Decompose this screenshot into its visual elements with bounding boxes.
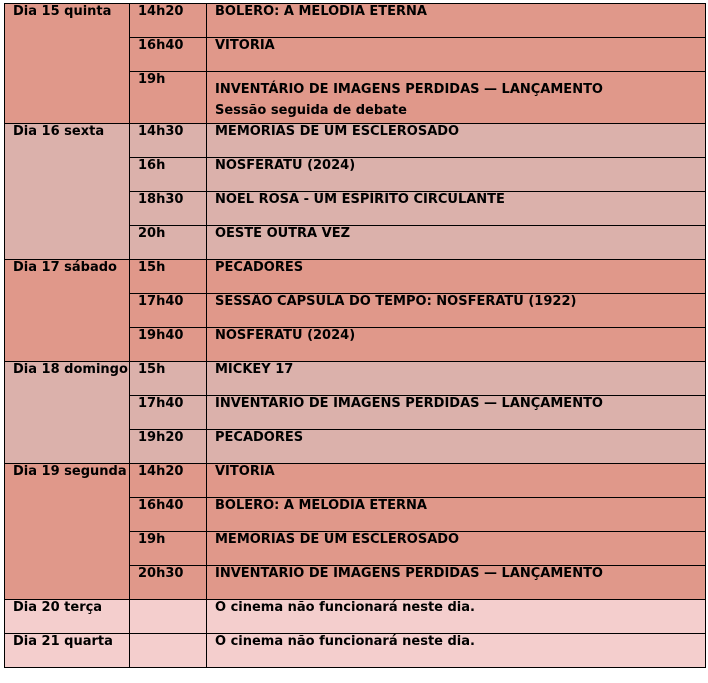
session-title-cell: [207, 362, 706, 396]
session-time: 20h: [130, 226, 207, 260]
schedule-row: [5, 4, 706, 38]
session-title-cell: [207, 72, 706, 124]
session-title-cell: [207, 38, 706, 72]
session-title-cell: [207, 328, 706, 362]
session-time: 14h20: [130, 464, 207, 498]
session-title-cell: [207, 600, 706, 634]
day-label: Dia 15 quinta: [5, 4, 130, 124]
session-title: INVENTÁRIO DE IMAGENS PERDIDAS — LANÇAMENTO: [215, 396, 603, 411]
schedule-row: [5, 362, 706, 396]
session-title: BOLERO: A MELODIA ETERNA: [215, 498, 427, 513]
day-label: Dia 17 sábado: [5, 260, 130, 362]
session-title: NOSFERATU (2024): [215, 328, 356, 343]
session-title: MICKEY 17: [215, 362, 294, 377]
day-label: Dia 20 terça: [5, 600, 130, 634]
schedule-row: [5, 464, 706, 498]
session-title: VITÓRIA: [215, 38, 275, 53]
session-title: OESTE OUTRA VEZ: [215, 226, 351, 241]
session-time: 19h: [130, 72, 207, 124]
session-time: 16h40: [130, 38, 207, 72]
day-label: Dia 19 segunda: [5, 464, 130, 600]
schedule-row: [5, 600, 706, 634]
session-time: 17h40: [130, 396, 207, 430]
session-title: VITÓRIA: [215, 464, 275, 479]
session-time: 16h40: [130, 498, 207, 532]
session-title: NOSFERATU (2024): [215, 158, 356, 173]
session-title-cell: [207, 192, 706, 226]
session-time: [130, 600, 207, 634]
session-time: 19h20: [130, 430, 207, 464]
session-time: 14h30: [130, 124, 207, 158]
session-title-cell: [207, 634, 706, 668]
session-time: 15h: [130, 260, 207, 294]
session-title-cell: [207, 532, 706, 566]
day-label: Dia 18 domingo: [5, 362, 130, 464]
session-title-cell: [207, 226, 706, 260]
session-title: INVENTÁRIO DE IMAGENS PERDIDAS — LANÇAMENTO: [215, 82, 603, 97]
session-title: NOEL ROSA - UM ESPÍRITO CIRCULANTE: [215, 192, 505, 207]
session-title-cell: [207, 566, 706, 600]
session-title: SESSÃO CÁPSULA DO TEMPO: NOSFERATU (1922): [215, 294, 577, 309]
session-time: 19h: [130, 532, 207, 566]
session-title: MEMÓRIAS DE UM ESCLEROSADO: [215, 124, 460, 139]
session-time: 15h: [130, 362, 207, 396]
session-title-cell: [207, 158, 706, 192]
session-title: MEMÓRIAS DE UM ESCLEROSADO: [215, 532, 460, 547]
schedule-row: [5, 260, 706, 294]
day-label: Dia 16 sexta: [5, 124, 130, 260]
session-note: Sessão seguida de debate: [215, 103, 407, 118]
session-time: 14h20: [130, 4, 207, 38]
session-title: PECADORES: [215, 260, 304, 275]
session-title: O cinema não funcionará neste dia.: [215, 634, 475, 649]
session-title: O cinema não funcionará neste dia.: [215, 600, 475, 615]
session-title-cell: [207, 4, 706, 38]
session-time: 16h: [130, 158, 207, 192]
session-title-cell: [207, 396, 706, 430]
session-title-cell: [207, 260, 706, 294]
session-title: BOLERO: A MELODIA ETERNA: [215, 4, 427, 19]
session-title: INVENTÁRIO DE IMAGENS PERDIDAS — LANÇAMENTO: [215, 566, 603, 581]
session-time: 20h30: [130, 566, 207, 600]
session-title-cell: [207, 294, 706, 328]
session-title-cell: [207, 464, 706, 498]
session-time: [130, 634, 207, 668]
session-time: 17h40: [130, 294, 207, 328]
day-label: Dia 21 quarta: [5, 634, 130, 668]
schedule-row: [5, 124, 706, 158]
schedule-table: [4, 3, 706, 668]
schedule-row: [5, 634, 706, 668]
session-title: PECADORES: [215, 430, 304, 445]
session-time: 18h30: [130, 192, 207, 226]
session-title-cell: [207, 498, 706, 532]
session-title-cell: [207, 430, 706, 464]
session-title-cell: [207, 124, 706, 158]
schedule-body: [5, 4, 706, 668]
session-time: 19h40: [130, 328, 207, 362]
